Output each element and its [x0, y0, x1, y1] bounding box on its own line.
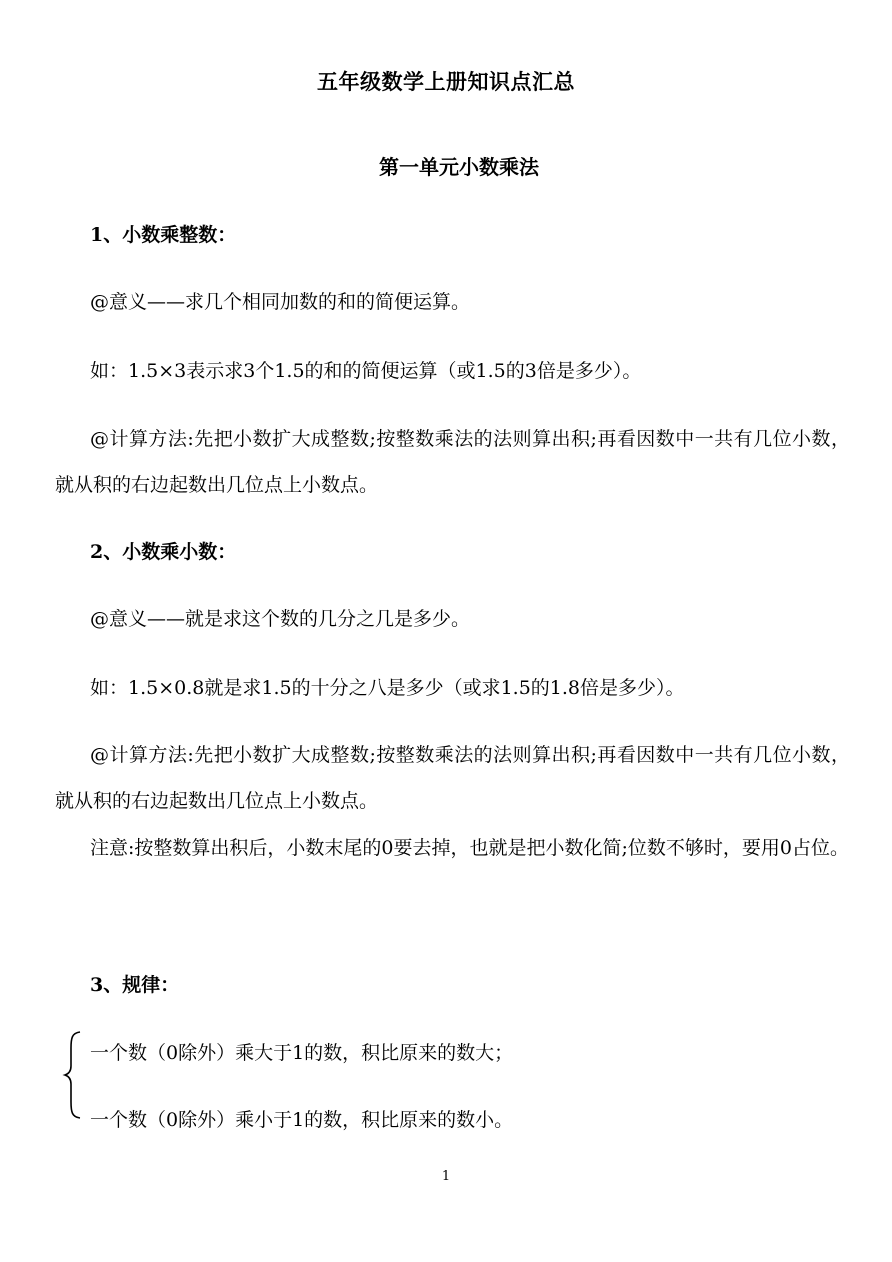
section-2-example: 如：1.5×0.8就是求1.5的十分之八是多少（或求1.5的1.8倍是多少）。 [90, 677, 685, 699]
section-3-heading: 3、规律： [90, 974, 180, 996]
section-2-heading: 2、小数乘小数： [90, 541, 237, 563]
section-2-meaning: @意义——就是求这个数的几分之几是多少。 [90, 608, 471, 630]
section-1-example: 如：1.5×3表示求3个1.5的和的简便运算（或1.5的3倍是多少）。 [90, 360, 642, 382]
unit-title: 第一单元小数乘法 [379, 155, 539, 179]
section-2-method: @计算方法:先把小数扩大成整数;按整数乘法的法则算出积;再看因数中一共有几位小数，就从积的右边起数出几位点上小数点。 [55, 744, 850, 812]
rule-item-2: 一个数（0除外）乘小于1的数，积比原来的数小。 [90, 1109, 514, 1131]
section-1-heading: 1、小数乘整数： [90, 224, 237, 246]
rule-item-1: 一个数（0除外）乘大于1的数，积比原来的数大； [90, 1042, 514, 1064]
section-2-note: 注意:按整数算出积后，小数末尾的0要去掉，也就是把小数化简;位数不够时，要用0占位。 [90, 837, 849, 859]
page-number: 1 [441, 1169, 451, 1184]
section-1-meaning: @意义——求几个相同加数的和的简便运算。 [90, 291, 471, 313]
document-title: 五年级数学上册知识点汇总 [317, 69, 575, 94]
section-1-method: @计算方法:先把小数扩大成整数;按整数乘法的法则算出积;再看因数中一共有几位小数，就从积的右边起数出几位点上小数点。 [55, 428, 850, 496]
curly-brace-icon [62, 1030, 84, 1120]
